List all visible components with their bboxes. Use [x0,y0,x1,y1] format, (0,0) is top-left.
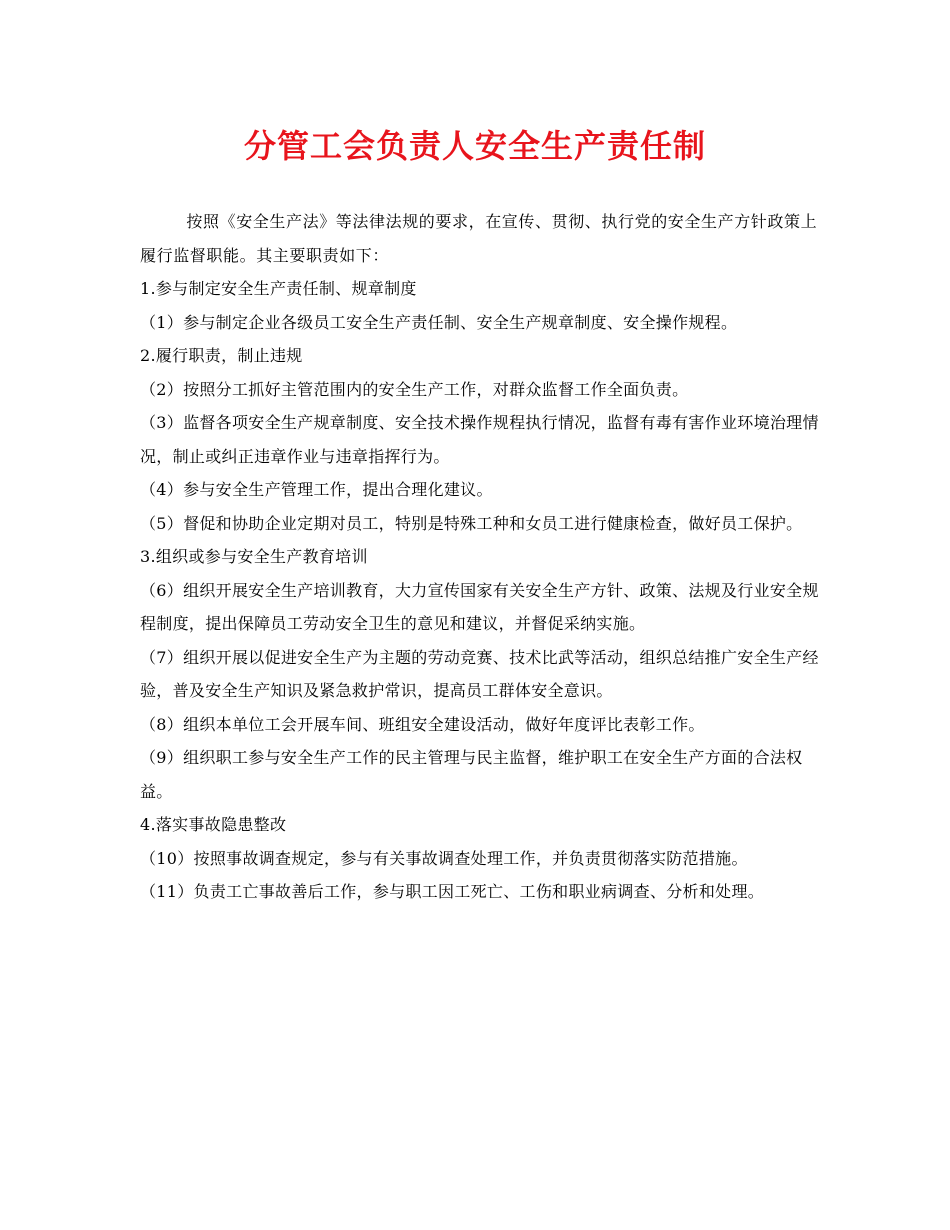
duty-item-10: （10）按照事故调查规定，参与有关事故调查处理工作，并负责贯彻落实防范措施。 [140,848,748,868]
duty-item-5: （5）督促和协助企业定期对员工，特别是特殊工种和女员工进行健康检查，做好员工保护。 [140,513,803,533]
duty-item-7: （7）组织开展以促进安全生产为主题的劳动竞赛、技术比武等活动，组织总结推广安全生产经验，普及安全生产知识及紧急救护常识，提高员工群体安全意识。 [140,647,819,700]
duty-item-4: （4）参与安全生产管理工作，提出合理化建议。 [140,480,493,499]
duty-item-8: （8）组织本单位工会开展车间、班组安全建设活动，做好年度评比表彰工作。 [140,714,705,734]
duty-item-6: （6）组织开展安全生产培训教育，大力宣传国家有关安全生产方针、政策、法规及行业安全规程制度，提出保障员工劳动安全卫生的意见和建议，并督促采纳实施。 [140,580,819,633]
section-heading-3: 3.组织或参与安全生产教育培训 [140,547,368,566]
duty-item-9: （9）组织职工参与安全生产工作的民主管理与民主监督，维护职工在安全生产方面的合法权益。 [140,748,803,801]
document-title: 分管工会负责人安全生产责任制 [243,127,706,165]
duty-item-2: （2）按照分工抓好主管范围内的安全生产工作，对群众监督工作全面负责。 [140,379,689,399]
section-heading-4: 4.落实事故隐患整改 [140,815,287,834]
section-heading-1: 1.参与制定安全生产责任制、规章制度 [140,279,417,298]
duty-item-3: （3）监督各项安全生产规章制度、安全技术操作规程执行情况，监督有毒有害作业环境治理情况，制止或纠正违章作业与违章指挥行为。 [140,413,819,466]
document-body [140,205,820,909]
intro-paragraph: 按照《安全生产法》等法律法规的要求，在宣传、贯彻、执行党的安全生产方针政策上履行监督职能。其主要职责如下： [140,212,818,265]
section-heading-2: 2.履行职责，制止违规 [140,346,303,365]
duty-item-11: （11）负责工亡事故善后工作，参与职工因工死亡、工伤和职业病调查、分析和处理。 [140,882,765,901]
duty-item-1: （1）参与制定企业各级员工安全生产责任制、安全生产规章制度、安全操作规程。 [140,312,738,332]
